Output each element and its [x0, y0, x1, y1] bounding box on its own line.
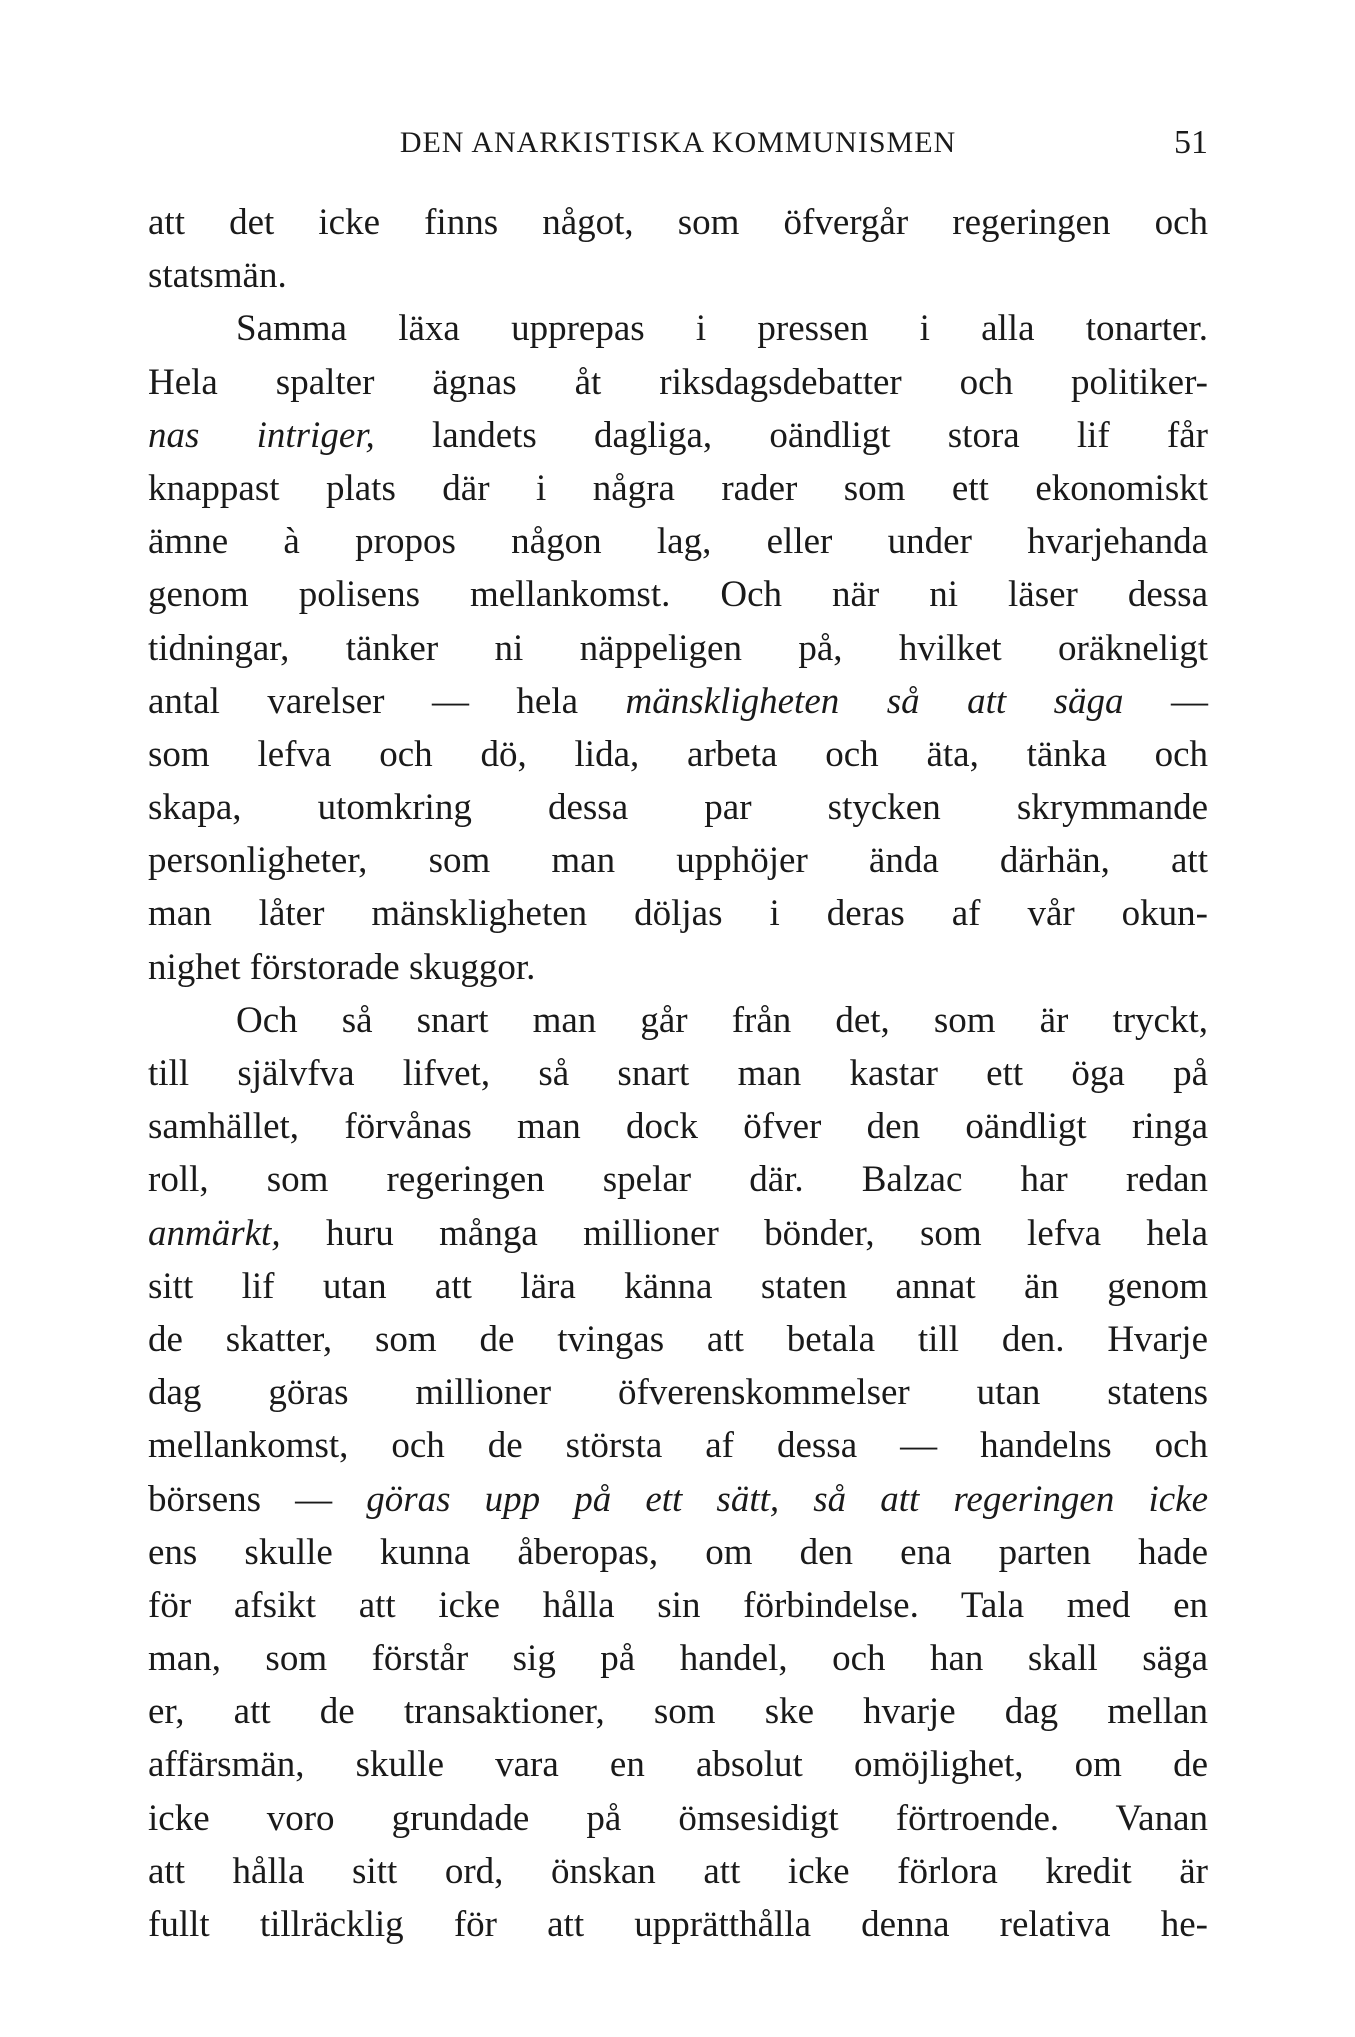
- text-segment: att hålla sitt ord, önskan att icke förlora kredit är: [148, 1850, 1208, 1892]
- text-line: [148, 994, 1208, 1047]
- text-segment: antal varelser — hela: [148, 680, 626, 722]
- text-line: [148, 1526, 1208, 1579]
- text-line: [148, 1366, 1208, 1419]
- text-line: [148, 941, 1208, 994]
- text-segment: sitt lif utan att lära känna staten annat än genom: [148, 1265, 1208, 1307]
- text-line: [148, 1473, 1208, 1526]
- text-segment: mellankomst, och de största af dessa — handelns och: [148, 1425, 1208, 1467]
- text-segment: skapa, utomkring dessa par stycken skrymmande: [148, 787, 1208, 829]
- text-line: [148, 1313, 1208, 1366]
- text-line: [148, 196, 1208, 249]
- text-segment: Samma läxa upprepas i pressen i alla tonarter.: [236, 308, 1208, 350]
- text-line: [148, 302, 1208, 355]
- text-line: [148, 1632, 1208, 1685]
- text-line: [148, 1685, 1208, 1738]
- text-segment: för afsikt att icke hålla sin förbindelse. Tala med en: [148, 1584, 1208, 1626]
- text-line: [148, 1207, 1208, 1260]
- text-segment: huru många millioner bönder, som lefva hela: [280, 1212, 1208, 1254]
- text-segment: genom polisens mellankomst. Och när ni läser dessa: [148, 574, 1208, 616]
- text-line: [148, 1260, 1208, 1313]
- text-line: [148, 356, 1208, 409]
- text-segment: börsens —: [148, 1478, 367, 1520]
- text-segment: knappast plats där i några rader som ett ekonomiskt: [148, 467, 1208, 509]
- page-header: [148, 118, 1208, 168]
- text-line: [148, 622, 1208, 675]
- text-line: [148, 675, 1208, 728]
- text-segment: som lefva och dö, lida, arbeta och äta, tänka och: [148, 733, 1208, 775]
- text-line: [148, 1738, 1208, 1791]
- text-line: [148, 834, 1208, 887]
- italic-text: anmärkt,: [148, 1212, 281, 1254]
- text-line: [148, 887, 1208, 940]
- text-segment: fullt tillräcklig för att upprätthålla denna relativa he-: [148, 1904, 1208, 1945]
- text-line: [148, 1579, 1208, 1632]
- text-line: [148, 568, 1208, 621]
- text-segment: Och så snart man går från det, som är tryckt,: [236, 999, 1208, 1041]
- italic-text: intriger,: [256, 414, 375, 456]
- text-segment: man, som förstår sig på handel, och han skall säga: [148, 1638, 1208, 1680]
- page-number: 51: [1174, 124, 1208, 161]
- text-line: [148, 249, 1208, 302]
- text-segment: —: [1123, 680, 1209, 722]
- text-segment: Hela spalter ägnas åt riksdagsdebatter och politiker-: [148, 361, 1208, 403]
- text-line: [148, 1845, 1208, 1898]
- text-segment: personligheter, som man upphöjer ända därhän, att: [148, 840, 1208, 882]
- text-segment: roll, som regeringen spelar där. Balzac har redan: [148, 1159, 1208, 1201]
- italic-text: mänskligheten så att säga: [625, 680, 1124, 722]
- text-line: [148, 515, 1208, 568]
- body-text: [148, 196, 1208, 1951]
- text-segment: till självfva lifvet, så snart man kastar ett öga på: [148, 1053, 1208, 1094]
- text-segment: att det icke finns något, som öfvergår regeringen och: [148, 202, 1208, 243]
- text-segment: statsmän.: [148, 255, 287, 297]
- text-line: [148, 1047, 1208, 1100]
- text-segment: de skatter, som de tvingas att betala till den. Hvarje: [148, 1318, 1208, 1360]
- text-line: [148, 409, 1208, 462]
- text-segment: man låter mänskligheten döljas i deras af vår okun-: [148, 893, 1208, 935]
- italic-text: nas: [148, 414, 257, 456]
- text-line: [148, 728, 1208, 781]
- text-segment: icke voro grundade på ömsesidigt förtroende. Vanan: [148, 1797, 1208, 1839]
- text-line: [148, 462, 1208, 515]
- text-line: [148, 1153, 1208, 1206]
- text-segment: ens skulle kunna åberopas, om den ena parten hade: [148, 1531, 1208, 1573]
- italic-text: göras upp på ett sätt, så att regeringen icke: [366, 1478, 1209, 1520]
- text-line: [148, 1792, 1208, 1845]
- text-segment: dag göras millioner öfverenskommelser utan statens: [148, 1372, 1208, 1414]
- text-segment: tidningar, tänker ni näppeligen på, hvilket oräkneligt: [148, 627, 1208, 669]
- text-segment: ämne à propos någon lag, eller under hvarjehanda: [148, 521, 1208, 563]
- text-line: [148, 1898, 1208, 1951]
- text-line: [148, 781, 1208, 834]
- running-title: DEN ANARKISTISKA KOMMUNISMEN: [399, 126, 957, 159]
- text-segment: landets dagliga, oändligt stora lif får: [374, 414, 1208, 456]
- text-segment: nighet förstorade skuggor.: [148, 946, 536, 988]
- text-segment: affärsmän, skulle vara en absolut omöjlighet, om de: [148, 1744, 1208, 1786]
- text-segment: er, att de transaktioner, som ske hvarje dag mellan: [148, 1691, 1208, 1733]
- text-line: [148, 1419, 1208, 1472]
- text-segment: samhället, förvånas man dock öfver den oändligt ringa: [148, 1106, 1208, 1148]
- text-line: [148, 1100, 1208, 1153]
